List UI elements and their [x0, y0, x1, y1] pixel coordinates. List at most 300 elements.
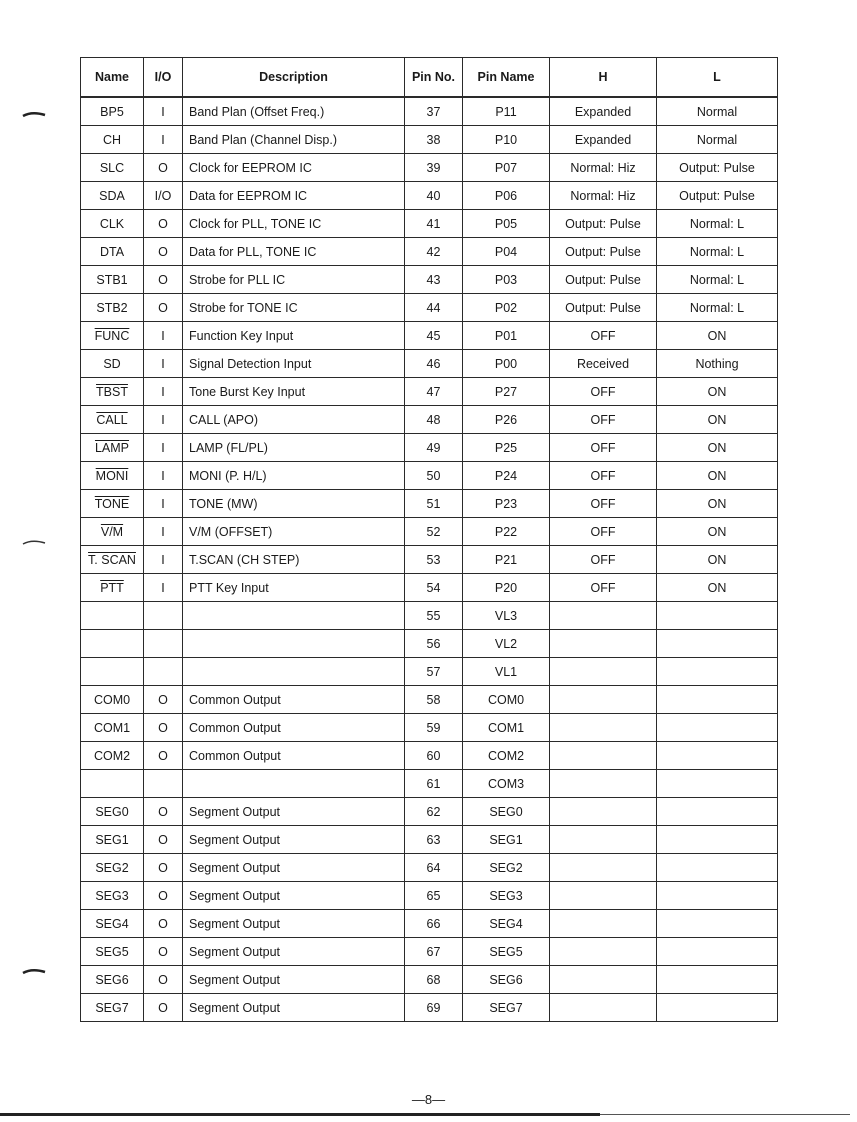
cell-pin-no: 61: [405, 770, 463, 798]
signal-name: MONI: [95, 468, 129, 483]
cell-h: [550, 826, 657, 854]
cell-h: Normal: Hiz: [550, 182, 657, 210]
cell-h: OFF: [550, 462, 657, 490]
cell-pin-name: P05: [463, 210, 550, 238]
cell-pin-name: P02: [463, 294, 550, 322]
cell-pin-name: VL3: [463, 602, 550, 630]
signal-name: SEG0: [95, 804, 129, 819]
cell-l: [657, 770, 778, 798]
cell-pin-no: 53: [405, 546, 463, 574]
cell-pin-name: COM3: [463, 770, 550, 798]
cell-pin-no: 54: [405, 574, 463, 602]
cell-io: I: [144, 406, 183, 434]
cell-pin-no: 67: [405, 938, 463, 966]
table-row: [81, 770, 778, 798]
cell-pin-no: 55: [405, 602, 463, 630]
signal-name: SDA: [99, 188, 125, 203]
cell-name: [81, 602, 144, 630]
cell-description: LAMP (FL/PL): [183, 434, 405, 462]
cell-pin-name: SEG5: [463, 938, 550, 966]
signal-name: $\overline{PTT}$: [100, 580, 124, 595]
cell-description: Segment Output: [183, 882, 405, 910]
margin-mark: [22, 110, 46, 118]
cell-name: [81, 658, 144, 686]
cell-name: [81, 574, 144, 602]
signal-name: SEG7: [95, 1000, 129, 1015]
page-number: —8—: [411, 1092, 446, 1107]
cell-pin-no: 47: [405, 378, 463, 406]
cell-h: OFF: [550, 490, 657, 518]
cell-description: T.SCAN (CH STEP): [183, 546, 405, 574]
signal-name: SEG1: [95, 832, 129, 847]
cell-description: Strobe for TONE IC: [183, 294, 405, 322]
table-row: [81, 882, 778, 910]
cell-pin-name: P07: [463, 154, 550, 182]
cell-description: Tone Burst Key Input: [183, 378, 405, 406]
table-row: [81, 826, 778, 854]
cell-description: Segment Output: [183, 994, 405, 1022]
cell-h: Normal: Hiz: [550, 154, 657, 182]
cell-pin-name: P20: [463, 574, 550, 602]
cell-io: I: [144, 490, 183, 518]
cell-pin-no: 64: [405, 854, 463, 882]
signal-name: TONE: [94, 496, 130, 511]
cell-h: [550, 714, 657, 742]
cell-pin-name: COM1: [463, 714, 550, 742]
cell-l: Normal: L: [657, 238, 778, 266]
cell-description: Strobe for PLL IC: [183, 266, 405, 294]
cell-pin-no: 40: [405, 182, 463, 210]
signal-name: STB1: [96, 272, 128, 287]
cell-name: [81, 630, 144, 658]
cell-io: O: [144, 994, 183, 1022]
cell-h: OFF: [550, 518, 657, 546]
cell-pin-no: 42: [405, 238, 463, 266]
cell-name: [81, 266, 144, 294]
cell-description: Clock for EEPROM IC: [183, 154, 405, 182]
cell-io: I: [144, 126, 183, 154]
cell-pin-name: P11: [463, 97, 550, 126]
cell-io: [144, 770, 183, 798]
table-row: [81, 378, 778, 406]
cell-description: [183, 602, 405, 630]
cell-pin-no: 62: [405, 798, 463, 826]
cell-l: [657, 854, 778, 882]
cell-h: Output: Pulse: [550, 266, 657, 294]
cell-description: Segment Output: [183, 826, 405, 854]
cell-l: ON: [657, 434, 778, 462]
cell-pin-no: 38: [405, 126, 463, 154]
table-row: [81, 238, 778, 266]
cell-pin-name: P25: [463, 434, 550, 462]
cell-description: Common Output: [183, 686, 405, 714]
cell-io: O: [144, 798, 183, 826]
table-row: [81, 966, 778, 994]
cell-l: [657, 602, 778, 630]
cell-io: [144, 630, 183, 658]
signal-name: SLC: [99, 160, 125, 175]
cell-h: [550, 630, 657, 658]
cell-name: [81, 826, 144, 854]
cell-pin-name: P03: [463, 266, 550, 294]
cell-io: O: [144, 854, 183, 882]
cell-l: [657, 714, 778, 742]
cell-pin-no: 66: [405, 910, 463, 938]
cell-h: [550, 658, 657, 686]
cell-h: Output: Pulse: [550, 210, 657, 238]
cell-h: OFF: [550, 322, 657, 350]
table-row: [81, 714, 778, 742]
cell-l: ON: [657, 406, 778, 434]
cell-name: [81, 126, 144, 154]
cell-name: [81, 546, 144, 574]
margin-mark: [22, 967, 46, 975]
cell-pin-name: P21: [463, 546, 550, 574]
cell-io: [144, 602, 183, 630]
cell-pin-no: 37: [405, 97, 463, 126]
cell-h: OFF: [550, 406, 657, 434]
cell-h: [550, 770, 657, 798]
cell-pin-no: 68: [405, 966, 463, 994]
cell-h: Expanded: [550, 126, 657, 154]
table-row: [81, 910, 778, 938]
bottom-rule: [0, 1113, 600, 1116]
cell-description: Segment Output: [183, 854, 405, 882]
cell-description: PTT Key Input: [183, 574, 405, 602]
cell-h: [550, 798, 657, 826]
cell-description: Segment Output: [183, 938, 405, 966]
cell-name: [81, 910, 144, 938]
signal-name: FUNC: [94, 328, 130, 343]
signal-name: SD: [103, 356, 121, 371]
cell-l: Normal: L: [657, 210, 778, 238]
signal-name: SEG5: [95, 944, 129, 959]
cell-pin-no: 39: [405, 154, 463, 182]
cell-description: Common Output: [183, 714, 405, 742]
header-name: Name: [81, 58, 144, 98]
cell-io: O: [144, 154, 183, 182]
table-row: [81, 630, 778, 658]
cell-io: I/O: [144, 182, 183, 210]
signal-name: COM1: [93, 720, 131, 735]
cell-pin-no: 41: [405, 210, 463, 238]
cell-name: [81, 490, 144, 518]
signal-name: SEG3: [95, 888, 129, 903]
cell-io: I: [144, 350, 183, 378]
cell-io: O: [144, 714, 183, 742]
cell-name: [81, 406, 144, 434]
table-row: [81, 994, 778, 1022]
header-l: L: [657, 58, 778, 98]
signal-name: T. SCAN: [88, 552, 136, 567]
cell-l: [657, 938, 778, 966]
cell-description: Band Plan (Offset Freq.): [183, 97, 405, 126]
cell-pin-no: 63: [405, 826, 463, 854]
signal-name: DTA: [99, 244, 125, 259]
header-pin-name: Pin Name: [463, 58, 550, 98]
table-row: [81, 602, 778, 630]
cell-io: O: [144, 686, 183, 714]
cell-name: [81, 462, 144, 490]
cell-name: [81, 294, 144, 322]
signal-name: COM0: [93, 692, 131, 707]
signal-name: STB2: [96, 300, 128, 315]
cell-h: Output: Pulse: [550, 294, 657, 322]
cell-description: [183, 630, 405, 658]
header-io: I/O: [144, 58, 183, 98]
table-row: [81, 97, 778, 126]
cell-h: [550, 854, 657, 882]
bottom-rule-thin: [600, 1114, 850, 1115]
cell-pin-name: P01: [463, 322, 550, 350]
cell-h: Expanded: [550, 97, 657, 126]
cell-io: [144, 658, 183, 686]
cell-io: O: [144, 882, 183, 910]
cell-name: [81, 966, 144, 994]
table-row: [81, 462, 778, 490]
cell-pin-no: 51: [405, 490, 463, 518]
cell-name: [81, 938, 144, 966]
cell-name: [81, 882, 144, 910]
signal-name: SEG2: [95, 860, 129, 875]
cell-name: [81, 210, 144, 238]
cell-io: O: [144, 742, 183, 770]
cell-h: [550, 938, 657, 966]
cell-l: ON: [657, 378, 778, 406]
cell-pin-no: 48: [405, 406, 463, 434]
cell-l: Normal: [657, 97, 778, 126]
cell-l: [657, 798, 778, 826]
table-row: [81, 322, 778, 350]
cell-io: I: [144, 434, 183, 462]
cell-pin-no: 43: [405, 266, 463, 294]
cell-description: Function Key Input: [183, 322, 405, 350]
table-row: [81, 406, 778, 434]
cell-io: I: [144, 546, 183, 574]
cell-name: [81, 350, 144, 378]
cell-description: Data for PLL, TONE IC: [183, 238, 405, 266]
cell-l: ON: [657, 490, 778, 518]
table-header-row: [81, 58, 778, 98]
table-row: [81, 490, 778, 518]
cell-l: [657, 910, 778, 938]
cell-l: [657, 742, 778, 770]
cell-pin-name: COM2: [463, 742, 550, 770]
cell-io: O: [144, 294, 183, 322]
cell-name: [81, 434, 144, 462]
cell-pin-name: P10: [463, 126, 550, 154]
cell-name: [81, 238, 144, 266]
cell-io: I: [144, 378, 183, 406]
cell-io: O: [144, 966, 183, 994]
signal-name: CLK: [99, 216, 125, 231]
header-h: H: [550, 58, 657, 98]
table-row: [81, 266, 778, 294]
cell-h: [550, 882, 657, 910]
cell-l: ON: [657, 462, 778, 490]
cell-pin-name: P00: [463, 350, 550, 378]
cell-name: [81, 742, 144, 770]
cell-name: [81, 798, 144, 826]
cell-io: O: [144, 910, 183, 938]
cell-description: Segment Output: [183, 966, 405, 994]
cell-pin-name: P04: [463, 238, 550, 266]
cell-l: [657, 686, 778, 714]
cell-h: OFF: [550, 378, 657, 406]
table-row: [81, 798, 778, 826]
cell-h: Received: [550, 350, 657, 378]
cell-description: Common Output: [183, 742, 405, 770]
cell-pin-name: P24: [463, 462, 550, 490]
cell-l: Output: Pulse: [657, 182, 778, 210]
cell-pin-name: SEG2: [463, 854, 550, 882]
table-row: [81, 434, 778, 462]
signal-name: CH: [102, 132, 122, 147]
cell-pin-no: 45: [405, 322, 463, 350]
table-row: [81, 742, 778, 770]
pin-function-table: [80, 57, 778, 1022]
cell-pin-name: P23: [463, 490, 550, 518]
cell-description: Data for EEPROM IC: [183, 182, 405, 210]
cell-io: I: [144, 518, 183, 546]
cell-pin-no: 46: [405, 350, 463, 378]
table-row: [81, 154, 778, 182]
cell-description: CALL (APO): [183, 406, 405, 434]
cell-name: [81, 686, 144, 714]
cell-l: [657, 966, 778, 994]
cell-io: I: [144, 462, 183, 490]
cell-h: Output: Pulse: [550, 238, 657, 266]
cell-io: O: [144, 210, 183, 238]
cell-name: [81, 770, 144, 798]
cell-description: [183, 770, 405, 798]
cell-pin-name: P27: [463, 378, 550, 406]
cell-pin-name: VL2: [463, 630, 550, 658]
cell-pin-no: 58: [405, 686, 463, 714]
table-row: [81, 686, 778, 714]
cell-h: [550, 602, 657, 630]
signal-name: LAMP: [94, 440, 130, 455]
cell-pin-no: 56: [405, 630, 463, 658]
table-row: [81, 938, 778, 966]
cell-name: [81, 182, 144, 210]
cell-io: O: [144, 266, 183, 294]
cell-pin-name: P22: [463, 518, 550, 546]
cell-h: [550, 742, 657, 770]
header-description: Description: [183, 58, 405, 98]
cell-l: Normal: [657, 126, 778, 154]
cell-h: OFF: [550, 546, 657, 574]
cell-pin-name: SEG7: [463, 994, 550, 1022]
table-body: [81, 97, 778, 1022]
cell-pin-name: SEG0: [463, 798, 550, 826]
cell-description: [183, 658, 405, 686]
signal-name: V/M: [100, 524, 124, 539]
cell-pin-name: SEG1: [463, 826, 550, 854]
margin-mark: [22, 538, 46, 546]
cell-description: Segment Output: [183, 910, 405, 938]
cell-pin-no: 60: [405, 742, 463, 770]
cell-io: O: [144, 238, 183, 266]
table-row: [81, 294, 778, 322]
cell-name: [81, 154, 144, 182]
signal-name: BP5: [100, 104, 124, 119]
cell-l: ON: [657, 518, 778, 546]
signal-name: CALL: [96, 412, 128, 427]
cell-io: O: [144, 826, 183, 854]
cell-name: [81, 518, 144, 546]
cell-pin-name: VL1: [463, 658, 550, 686]
cell-l: ON: [657, 574, 778, 602]
cell-pin-no: 52: [405, 518, 463, 546]
table-row: [81, 210, 778, 238]
cell-l: [657, 994, 778, 1022]
cell-io: I: [144, 322, 183, 350]
signal-name: TBST: [96, 384, 128, 399]
cell-pin-name: SEG3: [463, 882, 550, 910]
cell-pin-name: P26: [463, 406, 550, 434]
header-pin-no: Pin No.: [405, 58, 463, 98]
cell-pin-no: 44: [405, 294, 463, 322]
cell-l: [657, 658, 778, 686]
signal-name: SEG6: [95, 972, 129, 987]
cell-description: TONE (MW): [183, 490, 405, 518]
table-row: [81, 658, 778, 686]
cell-h: [550, 910, 657, 938]
cell-l: [657, 826, 778, 854]
cell-name: [81, 97, 144, 126]
cell-h: OFF: [550, 574, 657, 602]
cell-h: [550, 966, 657, 994]
cell-h: [550, 994, 657, 1022]
cell-description: MONI (P. H/L): [183, 462, 405, 490]
cell-l: Output: Pulse: [657, 154, 778, 182]
cell-name: [81, 994, 144, 1022]
table-row: [81, 182, 778, 210]
cell-l: [657, 882, 778, 910]
table-row: [81, 574, 778, 602]
cell-h: OFF: [550, 434, 657, 462]
cell-pin-no: 65: [405, 882, 463, 910]
cell-description: Band Plan (Channel Disp.): [183, 126, 405, 154]
cell-l: [657, 630, 778, 658]
cell-l: ON: [657, 322, 778, 350]
cell-l: Normal: L: [657, 294, 778, 322]
cell-l: Normal: L: [657, 266, 778, 294]
cell-l: Nothing: [657, 350, 778, 378]
cell-pin-no: 69: [405, 994, 463, 1022]
table-row: [81, 350, 778, 378]
cell-description: Signal Detection Input: [183, 350, 405, 378]
cell-pin-no: 49: [405, 434, 463, 462]
cell-pin-name: COM0: [463, 686, 550, 714]
table-row: [81, 518, 778, 546]
cell-pin-name: P06: [463, 182, 550, 210]
signal-name: COM2: [93, 748, 131, 763]
cell-name: [81, 854, 144, 882]
table-row: [81, 126, 778, 154]
cell-pin-name: SEG4: [463, 910, 550, 938]
cell-io: I: [144, 97, 183, 126]
cell-pin-name: SEG6: [463, 966, 550, 994]
cell-description: V/M (OFFSET): [183, 518, 405, 546]
cell-name: [81, 714, 144, 742]
cell-name: [81, 378, 144, 406]
cell-description: Clock for PLL, TONE IC: [183, 210, 405, 238]
cell-pin-no: 50: [405, 462, 463, 490]
cell-io: O: [144, 938, 183, 966]
cell-description: Segment Output: [183, 798, 405, 826]
